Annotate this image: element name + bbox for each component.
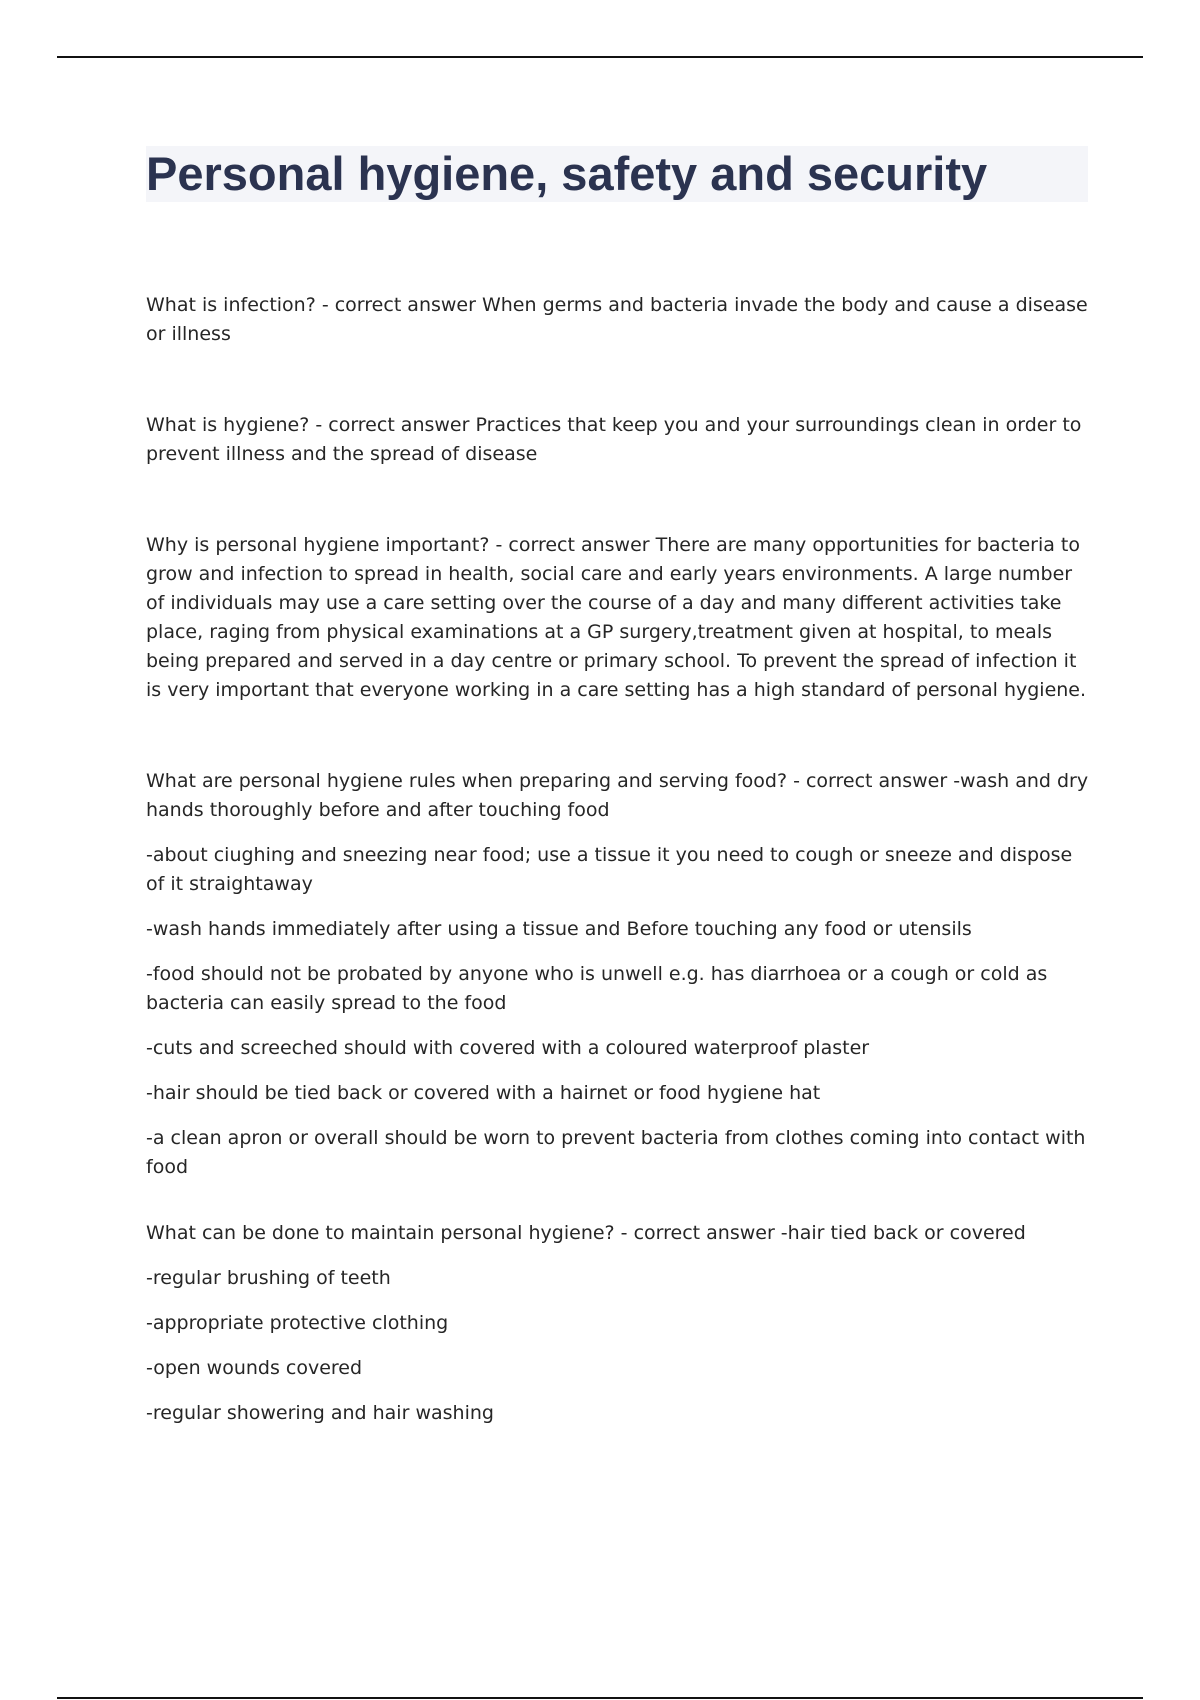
qa-list-item: -food should not be probated by anyone who is unwell e.g. has diarrhoea or a cough or cold as bacteria can easily spread to the food [146, 963, 1048, 1014]
qa-block-maintain [146, 1219, 1096, 1428]
qa-list-item: -regular brushing of teeth [146, 1267, 391, 1289]
top-rule [57, 56, 1143, 58]
qa-list-item: -cuts and screeched should with covered with a coloured waterproof plaster [146, 1037, 870, 1059]
qa-list-item: -about ciughing and sneezing near food; use a tissue it you need to cough or sneeze and dispose of it straightaway [146, 844, 1073, 895]
qa-list-item: -wash hands immediately after using a tissue and Before touching any food or utensils [146, 918, 972, 940]
qa-list-item: -appropriate protective clothing [146, 1312, 449, 1334]
qa-text: Why is personal hygiene important? - correct answer There are many opportunities for bacteria to grow and infection to spread in health, social care and early years environments. A large number of individuals may use a care setting over the course of a day and many different activities take place, raging from physical examinations at a GP surgery,treatment given at hospital, to meals being prepared and served in a day centre or primary school. To prevent the spread of infection it is very important that everyone working in a care setting has a high standard of personal hygiene. [146, 534, 1087, 701]
bottom-rule [57, 1697, 1143, 1699]
qa-text: What can be done to maintain personal hygiene? - correct answer -hair tied back or covered [146, 1222, 1026, 1244]
qa-block-importance [146, 531, 1096, 705]
page-title: Personal hygiene, safety and security [146, 147, 988, 200]
qa-text: What is infection? - correct answer When germs and bacteria invade the body and cause a disease or illness [146, 294, 1088, 345]
qa-list-item: -hair should be tied back or covered with a hairnet or food hygiene hat [146, 1082, 821, 1104]
qa-block-food-rules [146, 767, 1096, 1182]
qa-text: What are personal hygiene rules when preparing and serving food? - correct answer -wash and dry hands thoroughly before and after touching food [146, 770, 1089, 821]
qa-list-item: -regular showering and hair washing [146, 1402, 494, 1424]
qa-list-item: -a clean apron or overall should be worn to prevent bacteria from clothes coming into contact with food [146, 1127, 1086, 1178]
qa-text: What is hygiene? - correct answer Practices that keep you and your surroundings clean in order to prevent illness and the spread of disease [146, 414, 1082, 465]
qa-block-hygiene [146, 411, 1096, 469]
qa-list-item: -open wounds covered [146, 1357, 363, 1379]
qa-block-infection [146, 291, 1096, 349]
